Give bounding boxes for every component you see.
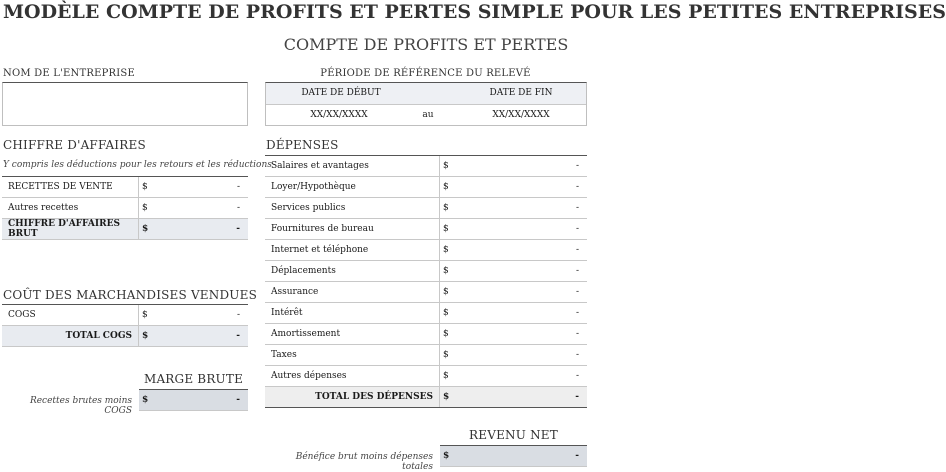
currency-symbol: $: [443, 392, 450, 402]
net-income-note: Bénéfice brut moins dépenses totales: [295, 452, 433, 472]
currency-symbol: $: [443, 371, 449, 381]
expense-row-amount[interactable]: [440, 366, 587, 386]
revenue-total-amount: [139, 219, 248, 239]
expense-row-label: Fournitures de bureau: [265, 219, 440, 239]
expense-row-amount[interactable]: [440, 240, 587, 260]
amount-value: -: [575, 266, 579, 276]
expense-row-amount[interactable]: [440, 324, 587, 344]
expense-row-label: Internet et téléphone: [265, 240, 440, 260]
gross-margin-amount: [139, 390, 248, 411]
amount-value: -: [575, 224, 579, 234]
gross-margin-note: Recettes brutes moins COGS: [29, 396, 132, 416]
expense-row-label: Amortissement: [265, 324, 440, 344]
cogs-row: [2, 305, 248, 326]
expenses-heading: DÉPENSES: [266, 138, 339, 152]
statement-subtitle: COMPTE DE PROFITS ET PERTES: [283, 35, 569, 54]
expenses-total-amount: [440, 387, 587, 407]
gross-margin-heading: MARGE BRUTE: [143, 372, 244, 386]
amount-value: -: [575, 371, 579, 381]
expense-row-amount[interactable]: [440, 177, 587, 197]
end-date-label: DATE DE FIN: [489, 88, 553, 98]
revenue-row-label: RECETTES DE VENTE: [2, 177, 139, 197]
currency-symbol: $: [443, 287, 449, 297]
expense-row: [265, 177, 587, 198]
expense-row: [265, 282, 587, 303]
expense-row: [265, 261, 587, 282]
revenue-total-row: [2, 219, 248, 240]
document-title: MODÈLE COMPTE DE PROFITS ET PERTES SIMPLE POUR LES PETITES ENTREPRISES: [3, 1, 946, 23]
period-value-row: [266, 105, 586, 125]
currency-symbol: $: [142, 331, 149, 341]
currency-symbol: $: [443, 451, 450, 461]
expense-row-amount[interactable]: [440, 198, 587, 218]
expense-row-amount[interactable]: [440, 282, 587, 302]
expense-row: [265, 156, 587, 177]
currency-symbol: $: [443, 161, 449, 171]
currency-symbol: $: [443, 224, 449, 234]
expenses-total-label: TOTAL DES DÉPENSES: [265, 387, 440, 407]
expense-row-label: Intérêt: [265, 303, 440, 323]
expense-row: [265, 219, 587, 240]
currency-symbol: $: [142, 203, 148, 213]
currency-symbol: $: [142, 224, 149, 234]
amount-value: -: [236, 331, 240, 341]
expense-row-amount[interactable]: [440, 219, 587, 239]
net-income-heading: REVENU NET: [469, 428, 558, 442]
cogs-total-amount: [139, 326, 248, 346]
amount-value: -: [236, 182, 240, 192]
company-name-field[interactable]: [2, 82, 248, 126]
currency-symbol: $: [443, 329, 449, 339]
amount-value: -: [236, 224, 240, 234]
cogs-heading: COÛT DES MARCHANDISES VENDUES: [3, 288, 257, 302]
amount-value: -: [575, 161, 579, 171]
currency-symbol: $: [443, 308, 449, 318]
cogs-total-label: TOTAL COGS: [2, 326, 139, 346]
amount-value: -: [236, 310, 240, 320]
revenue-row: [2, 177, 248, 198]
start-date-label: DATE DE DÉBUT: [301, 88, 381, 98]
expense-row-label: Déplacements: [265, 261, 440, 281]
currency-symbol: $: [443, 245, 449, 255]
expense-row-label: Taxes: [265, 345, 440, 365]
amount-value: -: [575, 203, 579, 213]
currency-symbol: $: [443, 182, 449, 192]
company-label: NOM DE L'ENTREPRISE: [3, 68, 135, 79]
expense-row: [265, 366, 587, 387]
cogs-row-label: COGS: [2, 305, 139, 325]
expense-row-amount[interactable]: [440, 156, 587, 176]
amount-value: -: [236, 203, 240, 213]
expense-row-label: Salaires et avantages: [265, 156, 440, 176]
amount-value: -: [575, 392, 579, 402]
expense-row: [265, 198, 587, 219]
revenue-row-amount[interactable]: [139, 198, 248, 218]
amount-value: -: [575, 350, 579, 360]
currency-symbol: $: [142, 182, 148, 192]
expenses-total-row: [265, 387, 587, 408]
amount-value: -: [575, 182, 579, 192]
expense-row-amount[interactable]: [440, 303, 587, 323]
expense-row: [265, 303, 587, 324]
period-label: PÉRIODE DE RÉFÉRENCE DU RELEVÉ: [320, 68, 531, 79]
revenue-total-label: CHIFFRE D'AFFAIRES BRUT: [2, 219, 139, 239]
amount-value: -: [575, 329, 579, 339]
period-header-row: [266, 83, 586, 105]
currency-symbol: $: [443, 203, 449, 213]
period-connector: au: [422, 110, 434, 120]
expense-row-amount[interactable]: [440, 345, 587, 365]
end-date-value[interactable]: XX/XX/XXXX: [492, 110, 550, 120]
currency-symbol: $: [443, 266, 449, 276]
expense-row-label: Assurance: [265, 282, 440, 302]
period-box: [265, 82, 587, 126]
expense-row-amount[interactable]: [440, 261, 587, 281]
amount-value: -: [236, 395, 240, 405]
expense-row: [265, 324, 587, 345]
cogs-row-amount[interactable]: [139, 305, 248, 325]
net-income-amount: [440, 446, 587, 467]
currency-symbol: $: [142, 395, 149, 405]
expense-row: [265, 345, 587, 366]
amount-value: -: [575, 451, 579, 461]
revenue-row-label: Autres recettes: [2, 198, 139, 218]
revenue-row: [2, 198, 248, 219]
revenue-note: Y compris les déductions pour les retours et les réductions: [3, 160, 272, 170]
cogs-total-row: [2, 326, 248, 347]
amount-value: -: [575, 287, 579, 297]
start-date-value[interactable]: XX/XX/XXXX: [310, 110, 368, 120]
expense-row-label: Loyer/Hypothèque: [265, 177, 440, 197]
amount-value: -: [575, 308, 579, 318]
currency-symbol: $: [443, 350, 449, 360]
expense-row-label: Autres dépenses: [265, 366, 440, 386]
expense-row: [265, 240, 587, 261]
currency-symbol: $: [142, 310, 148, 320]
revenue-heading: CHIFFRE D'AFFAIRES: [3, 138, 146, 152]
expense-row-label: Services publics: [265, 198, 440, 218]
amount-value: -: [575, 245, 579, 255]
revenue-row-amount[interactable]: [139, 177, 248, 197]
